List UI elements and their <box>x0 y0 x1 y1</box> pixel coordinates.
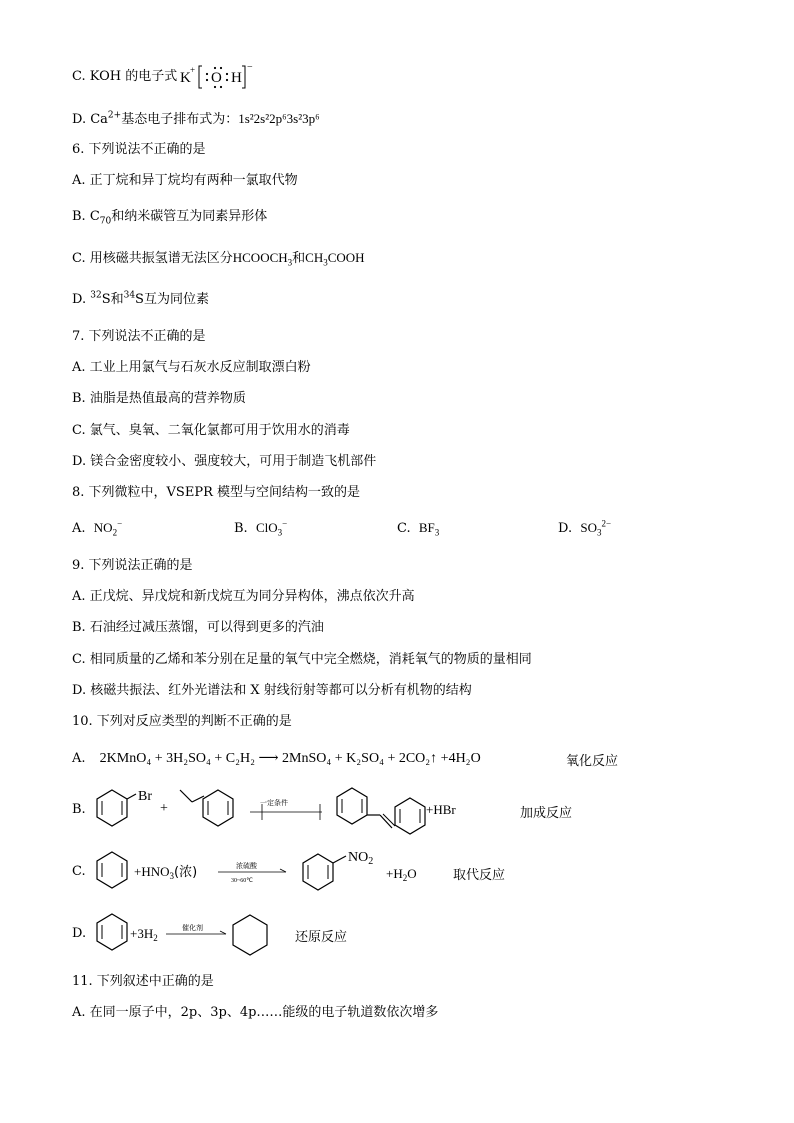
q8-option-a: A. $NO_2^-$ <box>72 518 123 538</box>
o-symbol: O <box>211 70 222 86</box>
q10c-type: 取代反应 <box>453 868 506 883</box>
oh-charge: − <box>247 62 253 73</box>
q8-stem: 8. 下列微粒中，VSEPR 模型与空间结构一致的是 <box>72 485 360 500</box>
q10-option-b-label: B. <box>72 802 86 817</box>
q10b-scheme <box>90 784 510 836</box>
koh-electron-formula <box>180 62 270 92</box>
q7-option-a: A. 工业上用氯气与石灰水反应制取漂白粉 <box>72 360 311 375</box>
h2o-label: $+H_2O$ <box>386 866 417 883</box>
q9-option-a: A. 正戊烷、异戊烷和新戊烷互为同分异构体，沸点依次升高 <box>72 589 415 604</box>
q10-option-a: A. 2KMnO₄ + 3H₂SO₄ + C₂H₂ ⟶ 2MnSO₄ + K₂SO₄ + 2CO₂↑ +4H₂O <box>72 751 481 766</box>
q8-option-d: D. $SO_3^{2-}$ <box>558 518 612 538</box>
q10a-type: 氧化反应 <box>566 754 619 769</box>
hbr-label: +HBr <box>426 802 456 817</box>
q10-stem: 10. 下列对反应类型的判断不正确的是 <box>72 714 292 729</box>
q6-option-d: D. $^{32}$S和$^{34}$S互为同位素 <box>72 290 209 307</box>
q10c-scheme <box>90 846 420 898</box>
q11-stem: 11. 下列叙述中正确的是 <box>72 974 214 989</box>
q9-option-b: B. 石油经过减压蒸馏，可以得到更多的汽油 <box>72 620 324 635</box>
q9-option-c: C. 相同质量的乙烯和苯分别在足量的氧气中完全燃烧，消耗氧气的物质的量相同 <box>72 652 532 667</box>
q7-stem: 7. 下列说法不正确的是 <box>72 329 206 344</box>
q9-stem: 9. 下列说法正确的是 <box>72 558 193 573</box>
q5-option-c: C. KOH 的电子式 <box>72 69 178 84</box>
q6-option-b: B. $C_{70}$和纳米碳管互为同素异形体 <box>72 209 268 227</box>
k-symbol: K <box>180 70 191 86</box>
q10c-condition-bottom: 30~60℃ <box>231 878 253 884</box>
q10b-type: 加成反应 <box>520 806 573 821</box>
q6-option-c: C. 用核磁共振氢谱无法区分$HCOOCH_3$和$CH_3COOH$ <box>72 250 365 268</box>
q10-option-c-label: C. <box>72 864 86 879</box>
q7-option-d: D. 镁合金密度较小、强度较大，可用于制造飞机部件 <box>72 454 377 469</box>
q9-option-d: D. 核磁共振法、红外光谱法和 X 射线衍射等都可以分析有机物的结构 <box>72 683 472 698</box>
h-symbol: H <box>231 70 242 86</box>
q7-option-c: C. 氯气、臭氧、二氧化氯都可用于饮用水的消毒 <box>72 423 350 438</box>
q6-option-a: A. 正丁烷和异丁烷均有两种一氯取代物 <box>72 173 298 188</box>
q7-option-b: B. 油脂是热值最高的营养物质 <box>72 391 246 406</box>
q10a-equation: 2KMnO₄ + 3H₂SO₄ + C₂H₂ ⟶ 2MnSO₄ + K₂SO₄ + 2CO₂↑ +4H₂O <box>99 751 481 766</box>
no2-label: $NO_2$ <box>348 850 374 867</box>
q10d-condition: 催化剂 <box>182 924 203 932</box>
plus-sign: + <box>160 801 168 816</box>
q10b-condition: 一定条件 <box>260 799 288 807</box>
q8-option-c: C. $BF_3$ <box>397 520 440 538</box>
q5-option-d: D. $Ca^{2+}$基态电子排布式为：1s²2s²2p⁶3s²3p⁶ <box>72 110 320 127</box>
q8-option-b: B. ClO$_3$− <box>234 518 288 538</box>
k-charge: + <box>190 65 196 75</box>
q10c-condition-top: 浓硫酸 <box>236 862 257 870</box>
h2-label: $+3H_2$ <box>130 926 158 943</box>
hno3-label: $+HNO_3$(浓) <box>134 864 198 881</box>
br-label: Br <box>138 789 152 804</box>
q10d-type: 还原反应 <box>295 930 348 945</box>
q11-option-a: A. 在同一原子中，2p、3p、4p……能级的电子轨道数依次增多 <box>72 1005 439 1020</box>
q10d-scheme <box>90 908 290 960</box>
q6-stem: 6. 下列说法不正确的是 <box>72 142 206 157</box>
q10-option-d-label: D. <box>72 926 87 941</box>
